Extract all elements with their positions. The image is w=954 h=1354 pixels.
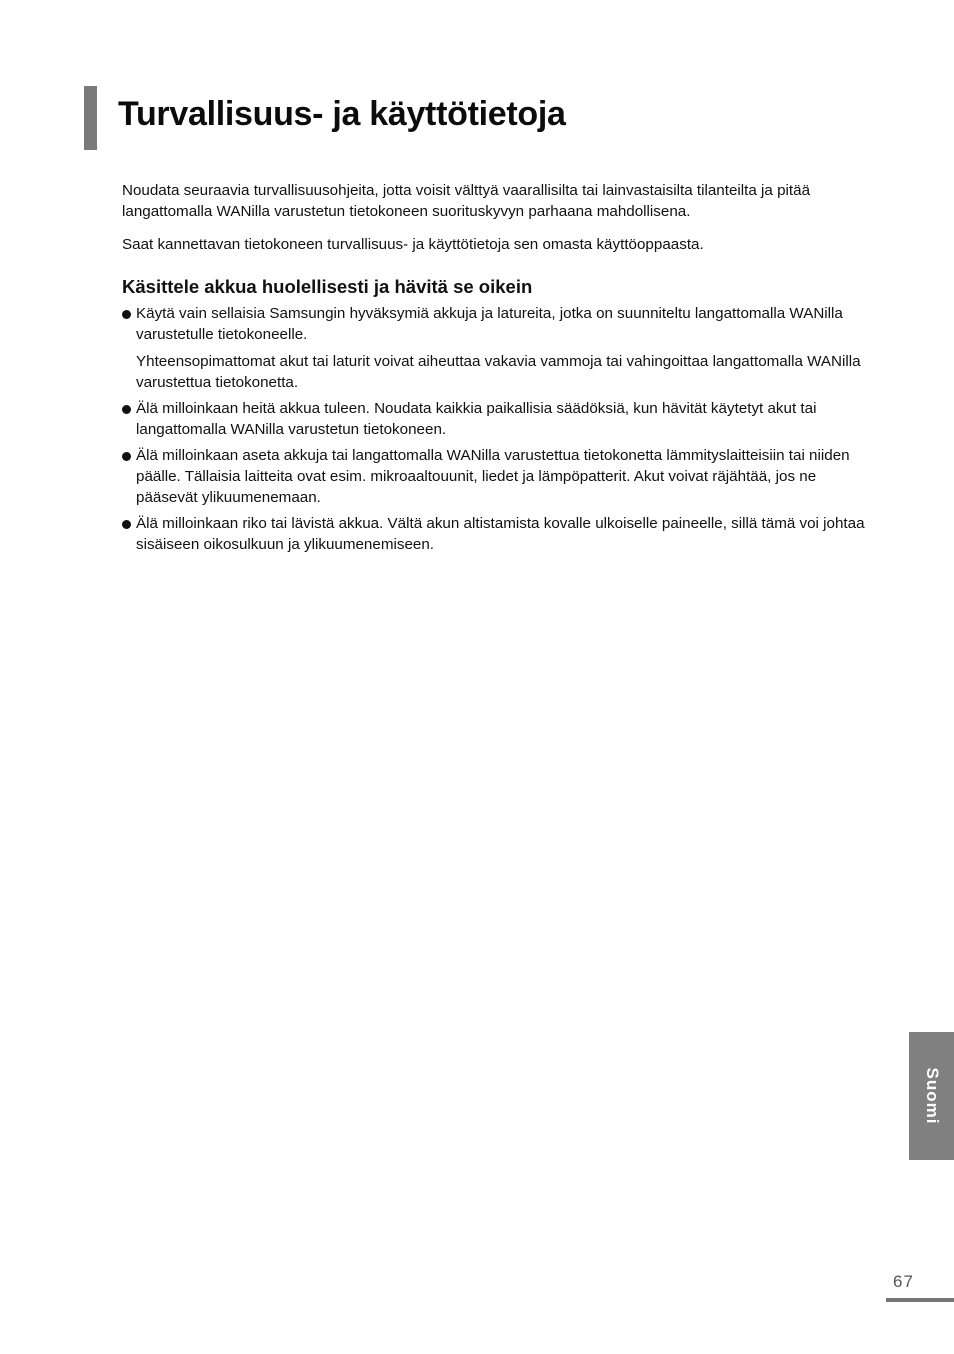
list-item-text: Älä milloinkaan heitä akkua tuleen. Noudata kaikkia paikallisia säädöksiä, kun hävität käytetyt akut tai langattomalla WANilla varustetun tietokoneen.	[136, 400, 817, 438]
title-accent-bar	[84, 86, 97, 150]
list-item-text: Käytä vain sellaisia Samsungin hyväksymiä akkuja ja latureita, jotka on suunniteltu langattomalla WANilla varustetulle tietokoneelle.	[136, 305, 843, 343]
bullet-icon	[122, 310, 131, 319]
list-item-text: Älä milloinkaan riko tai lävistä akkua. Vältä akun altistamista kovalle ulkoiselle paineelle, sillä tämä voi johtaa sisäiseen oikosulkuun ja ylikuumenemiseen.	[136, 515, 865, 553]
list-item-text: Älä milloinkaan aseta akkuja tai langattomalla WANilla varustettua tietokonetta lämmityslaitteisiin tai niiden päälle. Tällaisia laitteita ovat esim. mikroaaltouunit, liedet ja lämpöpatterit. Akut voivat räjähtää, jos ne pääsevät ylikuumenemaan.	[136, 447, 850, 506]
list-item	[122, 303, 872, 393]
list-item	[122, 445, 872, 508]
bullet-list	[122, 303, 872, 555]
language-tab	[909, 1032, 954, 1160]
list-item	[122, 398, 872, 440]
language-tab-label: Suomi	[922, 1067, 942, 1125]
section-heading: Käsittele akkua huolellisesti ja hävitä se oikein	[122, 276, 533, 297]
list-item-note: Yhteensopimattomat akut tai laturit voivat aiheuttaa vakavia vammoja tai vahingoittaa langattomalla WANilla varustettua tietokonetta.	[136, 353, 861, 391]
bullet-icon	[122, 520, 131, 529]
list-item	[122, 513, 872, 555]
page-number: 67	[893, 1272, 914, 1291]
intro-paragraph: Saat kannettavan tietokoneen turvallisuus- ja käyttötietoja sen omasta käyttöoppaasta.	[122, 236, 704, 253]
bullet-icon	[122, 452, 131, 461]
intro-paragraph: Noudata seuraavia turvallisuusohjeita, jotta voisit välttyä vaarallisilta tai lainvastaisilta tilanteilta ja pitää langattomalla WANilla varustetun tietokoneen suorituskyvyn parhaana mahdollisena.	[122, 182, 811, 220]
bullet-icon	[122, 405, 131, 414]
main-content	[122, 180, 872, 560]
page-title: Turvallisuus- ja käyttötietoja	[118, 95, 566, 133]
page-number-rule	[886, 1298, 954, 1302]
